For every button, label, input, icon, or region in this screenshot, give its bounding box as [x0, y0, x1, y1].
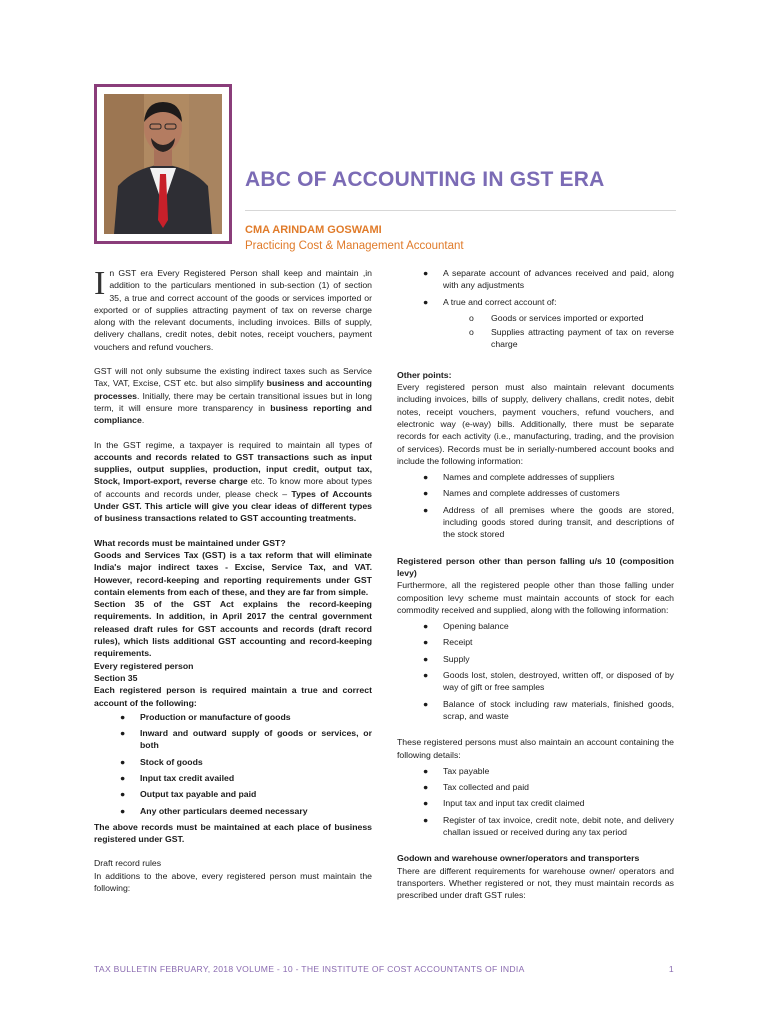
p2-text-e: . [141, 415, 145, 426]
list-item-text: A true and correct account of: [443, 296, 557, 307]
section-heading-godown: Godown and warehouse owner/operators and transporters [397, 853, 640, 864]
p3-text-c: etc. To know more about types of accounts and records under, please check – [94, 476, 372, 499]
bullet-icon: ● [423, 621, 429, 632]
author-photo [104, 94, 222, 234]
list-item-text: Supply [443, 653, 470, 664]
paragraph-godown: There are different requirements for warehouse owner/ operators and transporters. Whether registered or not, they must maintain records as prescribed under draft GST rules: [397, 865, 674, 901]
bullet-icon: ● [120, 789, 126, 800]
list-item-text: Address of all premises where the goods are stored, including goods stored during transit, and descriptions of the stock stored [443, 504, 674, 540]
author-photo-frame [94, 84, 232, 244]
p3-bold-b: accounts and records related to GST transactions such as input supplies, output supplies, production, input credit, output tax, Stock, Import-export, reverse charge [94, 451, 372, 487]
list-item [397, 296, 674, 308]
bullet-icon: ● [423, 296, 429, 307]
bullet-icon: ● [423, 782, 429, 793]
drop-cap: I [94, 265, 106, 302]
list-item-text: Stock of goods [140, 756, 203, 767]
list-item-text: Balance of stock including raw materials, finished goods, scrap, and waste [443, 698, 674, 721]
list-item [397, 781, 674, 793]
sub-list-item-text: Goods or services imported or exported [491, 312, 644, 323]
bullet-icon: ● [423, 814, 429, 825]
paragraph-section-35: Section 35 of the GST Act explains the record-keeping requirements. In addition, in April 2017 the central government released draft rules for GST accounts and records (draft record rules), which lists additional GST accounting and record-keeping requirements. [94, 599, 372, 659]
bullet-icon: ● [423, 504, 429, 515]
page-number: 1 [668, 964, 674, 974]
premises-list [397, 471, 674, 540]
list-item [397, 487, 674, 499]
paragraph-gst-regime [94, 439, 372, 525]
advances-list [397, 267, 674, 308]
paragraph-draft-rules: In additions to the above, every registered person must maintain the following: [94, 870, 372, 894]
page-footer [94, 964, 674, 974]
paragraph-gst-subsume [94, 365, 372, 426]
list-item [94, 772, 372, 784]
paragraph-registered-person: Furthermore, all the registered people other than those falling under composition levy scheme must maintain accounts of stock for each commodity received and supplied, along with the following information: [397, 580, 674, 615]
list-item [397, 669, 674, 694]
list-item [397, 653, 674, 665]
p2-text-c: . Initially, there may be certain transitional issues but in long term, it will ensure more transparency in [94, 390, 372, 413]
bullet-icon: ● [423, 653, 429, 664]
list-item [397, 797, 674, 809]
author-role: Practicing Cost & Management Accountant [245, 240, 464, 252]
list-item-text: Names and complete addresses of suppliers [443, 472, 615, 483]
account-of-sublist [397, 312, 674, 351]
bullet-icon: ● [423, 488, 429, 499]
footer-text: TAX BULLETIN FEBRUARY, 2018 VOLUME - 10 - THE INSTITUTE OF COST ACCOUNTANTS OF INDIA [94, 964, 525, 974]
right-column [397, 267, 674, 901]
list-item-text: Opening balance [443, 621, 509, 632]
list-item-text: A separate account of advances received and paid, along with any adjustments [443, 268, 674, 291]
section-heading-registered-person: Registered person other than person falling u/s 10 (composition levy) [397, 555, 674, 578]
list-item-text: Any other particulars deemed necessary [140, 805, 308, 816]
bullet-icon: ● [120, 772, 126, 783]
paragraph-other-points: Every registered person must also maintain relevant documents including invoices, bills of supply, delivery challans, credit notes, debit notes, receipt vouchers, payment vouchers, refund vouchers, and electronic way (e-way) bills. Additionally, there must be separate records for each activity (i.e., manufacturing, trading, and the provision of services). Records must be in serially-numbered account books and include the following information: [397, 382, 674, 466]
records-list [94, 711, 372, 817]
p2-bold-d: business reporting and compliance [94, 402, 372, 426]
list-item-text: Tax collected and paid [443, 782, 529, 793]
label-every-registered: Every registered person [94, 660, 194, 671]
paragraph-these-registered: These registered persons must also maintain an account containing the following details: [397, 737, 674, 760]
section-heading-records: What records must be maintained under GST? [94, 537, 286, 548]
bullet-icon: ● [120, 805, 126, 816]
intro-paragraph [94, 267, 372, 353]
p2-text-a: GST will not only subsume the existing indirect taxes such as Service Tax, VAT, Excise, CST etc. but also simplify [94, 366, 372, 389]
section-heading-other-points: Other points: [397, 369, 452, 380]
p3-bold-d: Types of Accounts Under GST. This article will give you clear ideas of different types of business transactions related to GST accounting treatments. [94, 488, 372, 524]
p3-text-a: In the GST regime, a taxpayer is required to maintain all types of [94, 439, 372, 450]
bullet-icon: ● [120, 711, 126, 722]
list-item-text: Input tax credit availed [140, 772, 235, 783]
list-item [397, 471, 674, 483]
list-item-text: Production or manufacture of goods [140, 711, 291, 722]
title-divider [245, 210, 676, 211]
list-item-text: Names and complete addresses of customers [443, 488, 620, 499]
sub-list-item [397, 326, 674, 351]
section-heading-draft-rules: Draft record rules [94, 858, 162, 869]
list-item-text: Register of tax invoice, credit note, debit note, and delivery challan issued or received during any tax period [443, 814, 674, 837]
sub-list-item-text: Supplies attracting payment of tax on reverse charge [491, 327, 674, 350]
list-item [397, 636, 674, 648]
list-item-text: Inward and outward supply of goods or services, or both [140, 728, 372, 751]
article-title: ABC OF ACCOUNTING IN GST ERA [245, 168, 605, 191]
list-item [397, 765, 674, 777]
list-item-text: Output tax payable and paid [140, 789, 257, 800]
paragraph-gst-reform: Goods and Services Tax (GST) is a tax reform that will eliminate India's major indirect taxes - Excise, Service Tax, and VAT. However, record-keeping and reporting requirements under GST contain elements from each of these, and they are far from simple. [94, 549, 372, 597]
sub-list-item [397, 312, 674, 324]
list-item [94, 788, 372, 800]
circle-bullet-icon: o [469, 327, 474, 338]
list-item [397, 620, 674, 632]
label-section-35: Section 35 [94, 672, 138, 683]
circle-bullet-icon: o [469, 312, 474, 323]
list-item [94, 805, 372, 817]
bullet-icon: ● [423, 798, 429, 809]
bullet-icon: ● [120, 756, 126, 767]
bullet-icon: ● [423, 268, 429, 278]
list-item [94, 711, 372, 723]
list-item-text: Input tax and input tax credit claimed [443, 798, 585, 809]
list-item-text: Goods lost, stolen, destroyed, written off, or disposed of by way of gift or free samples [443, 670, 674, 693]
list-item [94, 756, 372, 768]
bullet-icon: ● [423, 765, 429, 776]
list-item [397, 698, 674, 723]
author-name: CMA ARINDAM GOSWAMI [245, 224, 382, 236]
list-item-text: Tax payable [443, 765, 490, 776]
list-item [397, 267, 674, 292]
stock-list [397, 620, 674, 722]
p2-bold-b: business and accounting processes [94, 378, 372, 401]
bullet-icon: ● [423, 698, 429, 709]
paragraph-each-registered: Each registered person is required maintain a true and correct account of the following: [94, 685, 372, 708]
list-item [94, 727, 372, 752]
bullet-icon: ● [423, 670, 429, 681]
tax-details-list [397, 765, 674, 838]
bullet-icon: ● [120, 728, 126, 739]
list-item [397, 504, 674, 541]
list-item-text: Receipt [443, 637, 473, 648]
left-column [94, 267, 372, 894]
list-item [397, 814, 674, 839]
intro-text: n GST era Every Registered Person shall keep and maintain ,in addition to the particulars mentioned in sub-section (1) of section 35, a true and correct account of the goods or services imported or exported or of supplies attracting payment of tax on reverse charge along with the relevant documents, including invoices. Bills of supply, delivery challans, credit notes, debit notes, receipt vouchers, payment vouchers and refund vouchers. [94, 268, 372, 352]
bullet-icon: ● [423, 637, 429, 648]
bullet-icon: ● [423, 472, 429, 483]
paragraph-maintained-at-place: The above records must be maintained at each place of business registered under GST. [94, 821, 372, 845]
